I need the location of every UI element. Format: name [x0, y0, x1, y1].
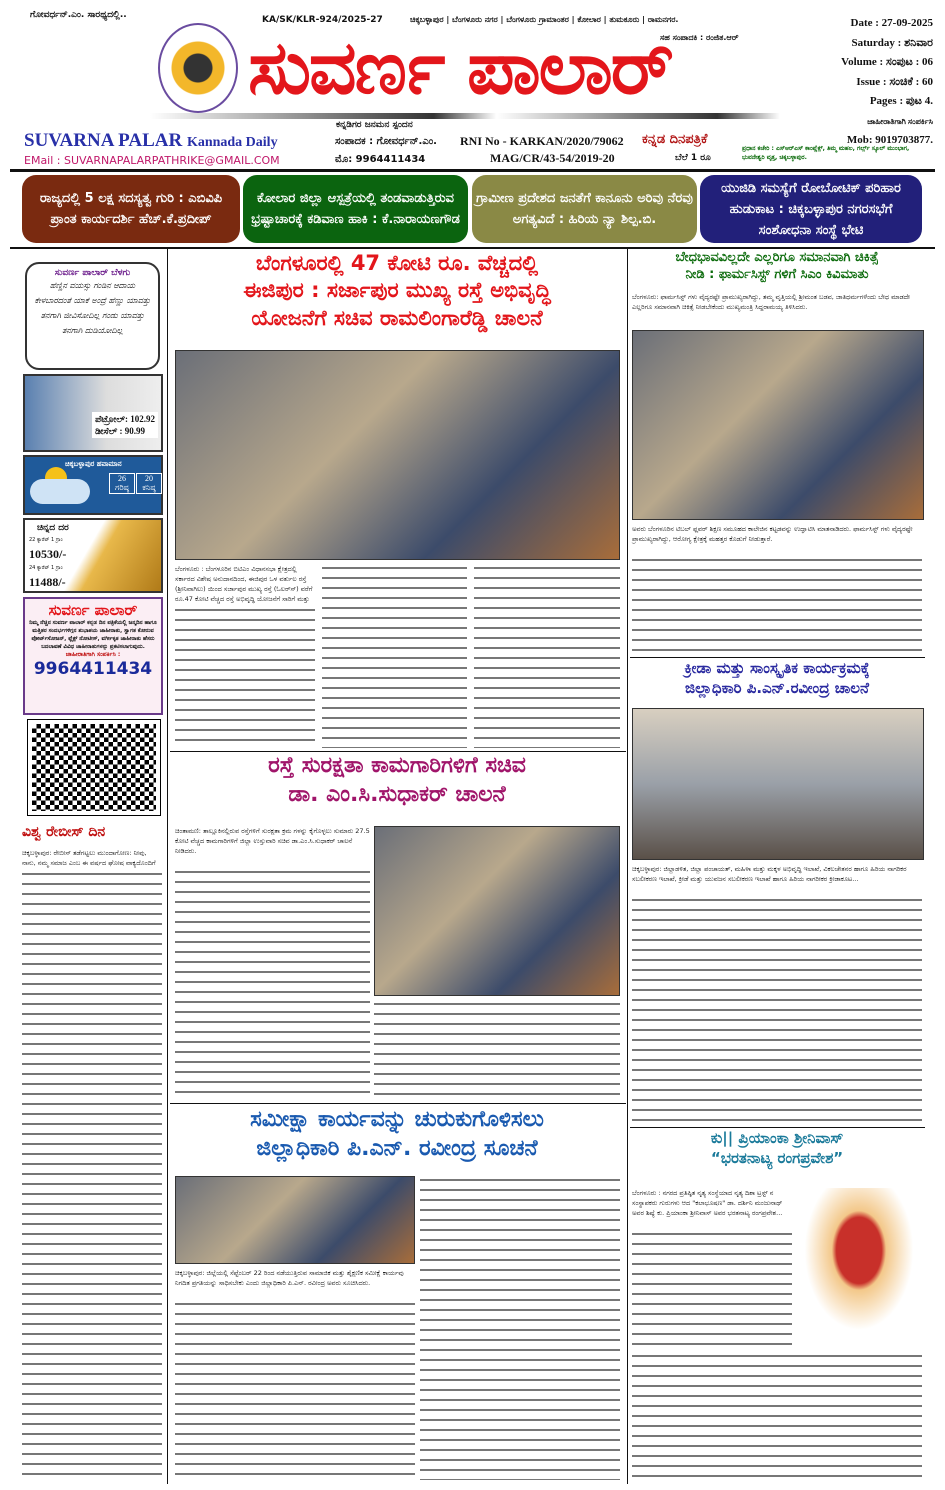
- divider: [630, 657, 925, 658]
- english-name-text: SUVARNA PALAR: [24, 130, 183, 151]
- max-temp: [109, 473, 135, 494]
- headline-line: ರಸ್ತೆ ಸುರಕ್ಷತಾ ಕಾಮಗಾರಿಗಳಿಗೆ ಸಚಿವ: [268, 753, 526, 778]
- title-text: ಸುವರ್ಣ ಪಾಲಾರ್: [248, 24, 672, 111]
- story3-lede: ಚಿಕ್ಕಬಳ್ಳಾಪುರ: ಜಿಲ್ಲೆಯಲ್ಲಿ ಸೆಪ್ಟೆಂಬರ್ 22 ರಿಂದ ನಡೆಯುತ್ತಿರುವ ಸಾಮಾಜಿಕ ಮತ್ತು ಶೈಕ್ಷಣಿಕ ಸಮೀಕ್ಷೆ ಕಾರ್ಯವು ನಿಗದಿತ ಪ್ರಗತಿಯನ್ನು ಸಾಧಿಸಬೇಕು ಎಂದು ಜಿಲ್ಲಾಧಿಕಾರಿ ಪಿ.ಎನ್. ರವೀಂದ್ರ ಅವರು ಸೂಚಿಸಿದರು.: [175, 1269, 404, 1287]
- advertisement-box: [23, 597, 163, 715]
- ads-contact: ಜಾಹೀರಾತಿಗಾಗಿ ಸಂಪರ್ಕಿಸಿ: [867, 116, 933, 126]
- story4-body: [632, 556, 922, 654]
- newspaper-title: [20, 18, 810, 118]
- story2-body: [175, 868, 370, 1098]
- district-list: ಚಿಕ್ಕಬಳ್ಳಾಪುರ | ಬೆಂಗಳೂರು ನಗರ | ಬೆಂಗಳೂರು ಗ್ರಾಮಾಂತರ | ಕೋಲಾರ | ತುಮಕೂರು | ರಾಮನಗರ.: [410, 15, 679, 24]
- mobile: Mob: 9019703877.: [846, 134, 933, 146]
- gold-24-label: 24 ಕ್ಯಾರೆಟ್ 1 ಗ್ರಾಂ: [29, 565, 63, 571]
- story1-photo: [175, 350, 620, 560]
- headline-line: “ಭರತನಾಟ್ಯ ರಂಗಪ್ರವೇಶ”: [710, 1148, 844, 1167]
- story1-headline[interactable]: [172, 250, 622, 332]
- headline-line: ಜಿಲ್ಲಾಧಿಕಾರಿ ಪಿ.ಎನ್. ರವೀಂದ್ರ ಸೂಚನೆ: [256, 1135, 538, 1161]
- story5-headline[interactable]: [632, 659, 922, 698]
- editor: ಸಂಪಾದಕ : ಗೋವರ್ಧನ್.ಎಂ.: [335, 136, 437, 147]
- day: Saturday : ಶನಿವಾರ: [851, 36, 933, 49]
- story3-headline[interactable]: [172, 1106, 622, 1163]
- story6-lede: ಬೆಂಗಳೂರು : ನಗರದ ಪ್ರತಿಷ್ಠಿತ ನೃತ್ಯ ಸಂಸ್ಥೆಯಾದ ನೃತ್ಯ ದಿಶಾ ಟ್ರಸ್ಟ್ ನ ಸಂಸ್ಥಾಪಕರು ಗುರುಗಳು ಆದ "ಕಲಾಭೂಷಣ" ಡಾ. ದರ್ಶಿನಿ ಮಂಜುನಾಥ್ ಅವರ ಶಿಷ್ಯೆ ಕು. ಪ್ರಿಯಾಂಕಾ ಶ್ರೀನಿವಾಸ್ ಅವರ ಭರತನಾಟ್ಯ ರಂಗಪ್ರವೇಶ...: [632, 1189, 783, 1217]
- co-editor: ಸಹ ಸಂಪಾದಕಿ : ರಂಜಿತ.ಆರ್: [660, 33, 739, 42]
- email: EMail : SUVARNAPALARPATHRIKE@GMAIL.COM: [24, 154, 280, 167]
- story3-photo: [175, 1176, 415, 1264]
- rabies-title: ವಿಶ್ವ ರೇಬೀಸ್ ದಿನ: [22, 824, 106, 840]
- rni-number: RNI No - KARKAN/2020/79062: [460, 134, 624, 148]
- divider: [170, 1103, 626, 1104]
- max-temp-value: 26: [118, 474, 126, 483]
- headline-line: ಜಿಲ್ಲಾಧಿಕಾರಿ ಪಿ.ಎನ್.ರವೀಂದ್ರ ಚಾಲನೆ: [685, 678, 869, 697]
- fuel-price-box: [23, 374, 163, 452]
- story1-body: [175, 606, 315, 748]
- teaser-1[interactable]: ರಾಜ್ಯದಲ್ಲಿ 5 ಲಕ್ಷ ಸದಸ್ಯತ್ವ ಗುರಿ : ಎಬಿವಿಪಿ ಪ್ರಾಂತ ಕಾರ್ಯದರ್ಶಿ ಹೆಚ್.ಕೆ.ಪ್ರದೀಪ್: [22, 175, 240, 243]
- ad-title: ಸುವರ್ಣ ಪಾಲಾರ್: [48, 601, 138, 619]
- headline-line: ಡಾ. ಎಂ.ಸಿ.ಸುಧಾಕರ್ ಚಾಲನೆ: [288, 781, 506, 807]
- story1-body: [474, 564, 620, 748]
- story2-body: [374, 1000, 620, 1098]
- headline-line: ಕು|| ಪ್ರಿಯಾಂಕಾ ಶ್ರೀನಿವಾಸ್: [710, 1129, 844, 1147]
- quote-box: [25, 262, 160, 370]
- qr-code[interactable]: [28, 720, 160, 815]
- story5-photo: [632, 708, 924, 860]
- teaser-3[interactable]: ಗ್ರಾಮೀಣ ಪ್ರದೇಶದ ಜನತೆಗೆ ಕಾನೂನು ಅರಿವು ನೆರವು ಅಗತ್ಯವಿದೆ : ಹಿರಿಯ ನ್ಯಾ ಶಿಲ್ಪ.ಬಿ.: [472, 175, 697, 243]
- weather-title: ಚಿಕ್ಕಬಳ್ಳಾಪುರ ಹವಾಮಾನ: [65, 460, 122, 468]
- petrol-price: ಪೆಟ್ರೋಲ್: 102.92: [95, 414, 155, 424]
- headline-line: ಯೋಜನೆಗೆ ಸಚಿವ ರಾಮಲಿಂಗಾರೆಡ್ಡಿ ಚಾಲನೆ: [251, 305, 543, 330]
- mag-number: MAG/CR/43-54/2019-20: [490, 151, 615, 165]
- story5-text: ಚಿಕ್ಕಬಳ್ಳಾಪುರ: ಜಿಲ್ಲಾಡಳಿತ, ಜಿಲ್ಲಾ ಪಂಚಾಯತ್, ಮಹಿಳಾ ಮತ್ತು ಮಕ್ಕಳ ಅಭಿವೃದ್ಧಿ ಇಲಾಖೆ, ವಿಕಲಚೇತನರ ಹಾಗೂ ಹಿರಿಯ ನಾಗರಿಕರ ಸಬಲೀಕರಣ ಇಲಾಖೆ, ಕ್ರೀಡೆ ಮತ್ತು ಯುವಜನ ಸಬಲೀಕರಣ ಇಲಾಖೆ ಹಾಗೂ ಹಿರಿಯ ನಾಗರೀಕರ ಕ್ರೀಡಾಕೂಟ...: [632, 865, 907, 883]
- story2-headline[interactable]: [172, 752, 622, 809]
- story4-text: ಅವರು ಬೆಂಗಳೂರಿನ ಟಿಬಲ್ ಫ್ಲವರ್ ಶಿಕ್ಷಣ ಸಮೂಹದ ಕಾಲೇಜಿನ ಕಟ್ಟಡವನ್ನು ಉದ್ಘಾಟಿಸಿ ಮಾತನಾಡಿದರು. ಫಾರ್ಮಸಿಸ್ಟ್ ಗಳು ವೈದ್ಯರಷ್ಟೇ ಪ್ರಾಮುಖ್ಯರಾಗಿದ್ದು, ಆರೋಗ್ಯ ಕ್ಷೇತ್ರಕ್ಕೆ ಮಹತ್ತರ ಕೊಡುಗೆ ನೀಡುತ್ತಾರೆ.: [632, 525, 913, 543]
- headline-line: ನೀಡಿ : ಫಾರ್ಮಸಿಸ್ಟ್ ಗಳಿಗೆ ಸಿಎಂ ಕಿವಿಮಾತು: [685, 266, 869, 282]
- column-divider: [627, 249, 628, 1484]
- story4-headline[interactable]: [632, 250, 922, 284]
- quote-title: ಸುವರ್ಣ ಪಾಲಾರ್ ಬೆಳಗು: [54, 268, 131, 278]
- divider: [10, 247, 935, 249]
- headline-line: ಈಜಿಪುರ : ಸರ್ಜಾಪುರ ಮುಖ್ಯ ರಸ್ತೆ ಅಭಿವೃದ್ಧಿ: [243, 278, 551, 303]
- story1-lede: ಬೆಂಗಳೂರು : ಬೆಂಗಳೂರಿನ ಬಿಟಿಎಂ ವಿಧಾನಸಭಾ ಕ್ಷೇತ್ರದಲ್ಲಿ ಸರ್ಕಾರದ ವಿಶೇಷ ಅನುದಾನದಿಂದ, ಈಜಿಪುರ ಒಳ ವರ್ತುಲ ರಸ್ತೆ (ಶ್ರೀನಿವಾಗಿಲು) ಯಿಂದ ಸರ್ಜಾಪುರ ಮುಖ್ಯ ರಸ್ತೆ (ಓಲರ್‌ಸ್) ವರೆಗೆ ರೂ.47 ಕೋಟಿ ವೆಚ್ಚದ ರಸ್ತೆ ಅಭಿವೃದ್ಧಿ ಯೋಜನೆಗೆ ಸಾರಿಗೆ ಮತ್ತು: [175, 565, 313, 603]
- min-temp-value: 20: [145, 474, 153, 483]
- gold-rate-box: [23, 518, 163, 593]
- headline-line: ಬೆಂಗಳೂರಲ್ಲಿ 47 ಕೋಟಿ ರೂ. ವೆಚ್ಚದಲ್ಲಿ: [255, 251, 539, 275]
- story4-lede: ಬೆಂಗಳೂರು: ಫಾರ್ಮಸಿಸ್ಟ್ ಗಳು ವೈದ್ಯರಷ್ಟೇ ಪ್ರಾಮುಖ್ಯರಾಗಿದ್ದು, ತಮ್ಮ ವೃತ್ತಿಯಲ್ಲಿ ಶ್ರೀಮಂತ ಬಡವ, ಜಾತಿಧರ್ಮಗಳೆಂದು ಬೇಧ ಮಾಡದೇ ಎಲ್ಲರಿಗೂ ಸಮಾನವಾಗಿ ಚಿಕಿತ್ಸೆ ನೀಡಬೇಕೆಂದು ಮುಖ್ಯಮಂತ್ರಿ ಸಿದ್ದರಾಮಯ್ಯ ತಿಳಿಸಿದರು.: [632, 293, 911, 311]
- story4-photo: [632, 330, 924, 520]
- ad-contact: ಜಾಹೀರಾತಿಗಾಗಿ ಸಂಪರ್ಕಿಸಿ :: [65, 651, 121, 658]
- english-name: [24, 130, 278, 152]
- diesel-price: ಡೀಸೆಲ್ : 90.99: [95, 426, 146, 436]
- gold-22-label: 22 ಕ್ಯಾರೆಟ್ 1 ಗ್ರಾಂ: [29, 537, 63, 543]
- registration-number: KA/SK/KLR-924/2025-27: [262, 15, 383, 25]
- gold-title: ಚಿನ್ನದ ದರ: [37, 523, 69, 533]
- price: ಬೆಲೆ 1 ರೂ: [675, 153, 711, 163]
- ad-text: ನಿಮ್ಮ ನೆಚ್ಚಿನ ಸುವರ್ಣ ಪಾಲಾರ್ ಕನ್ನಡ ದಿನ ಪತ್ರಿಕೆಯಲ್ಲಿ ಜನ್ಮದಿನ ಹಾಗೂ ಮತ್ತಿತರ ಸಂದರ್ಭಗಳಿಗ್ಗನ ಶುಭಾಶಯ ಜಾಹೀರಾತು, ಸ್ವಾಗತ ಕೋರುವ ಪೋರ್ಟ್‌ಸೋಜನ್, ಫ್ಲೆಕ್ಸ್ ನೋಟೀಸ್, ವರ್ಗೀಕೃತ ಜಾಹೀರಾತು ಹೆಸರು ಬದಲಾವಣೆ ವಿವಿಧ ಜಾಹೀರಾತುಗಳನ್ನು ಪ್ರಕಟಿಸಲಾಗುವುದು.: [29, 620, 157, 650]
- story1-body: [322, 564, 467, 748]
- rabies-body-text: [22, 870, 162, 1480]
- divider: [10, 169, 935, 172]
- story2-lede: ಚಿಂತಾಮಣಿ: ತಾಲ್ಲೂಕಿನಲ್ಲಿರುವ ರಸ್ತೆಗಳಿಗೆ ಸುರಕ್ಷತಾ ಕ್ರಮ ಗಳನ್ನು ಕೈಗೊಳ್ಳಲು ಸುಮಾರು 27.5 ಕೋಟಿ ವೆಚ್ಚದ ಕಾಮಗಾರಿಗಳಿಗೆ ಜಿಲ್ಲಾ ಉಸ್ತುವಾರಿ ಸಚಿವ ಡಾ.ಎಂ.ಸಿ.ಸುಧಾಕರ್ ಚಾಲನೆ ನೀಡಿದರು.: [175, 827, 370, 855]
- dancer-photo: [795, 1188, 923, 1344]
- ad-phone: 9964411434: [33, 659, 153, 679]
- fuel-prices: [92, 412, 158, 438]
- story6-body: [632, 1352, 922, 1480]
- tagline-bar: [150, 113, 780, 119]
- gold-24-rate: 11488/-: [29, 575, 66, 589]
- story2-photo: [374, 826, 620, 996]
- rabies-text: ಚಿಕ್ಕಬಳ್ಳಾಪುರ: ರೇಬೀಸ್ ತಡೆಗಟ್ಟಲು ಮುಂದಾಗೋಣ: ನೀವು, ನಾನು, ನಮ್ಮ ಸಮಾಜ ಎಂಬ ಈ ವರ್ಷದ ಘೋಷ ವಾಕ್ಯದೊಂದಿಗೆ: [22, 849, 156, 867]
- newspaper-logo: [158, 23, 238, 113]
- headline-line: ಸಮೀಕ್ಷಾ ಕಾರ್ಯವನ್ನು ಚುರುಕುಗೊಳಿಸಲು: [250, 1107, 544, 1132]
- teaser-4[interactable]: ಯುಜಿಡಿ ಸಮಸ್ಯೆಗೆ ರೋಬೋಟಿಕ್ ಪರಿಹಾರ ಹುಡುಕಾಟ : ಚಿಕ್ಕಬಳ್ಳಾಪುರ ನಗರಸಭೆಗೆ ಸಂಶೋಧನಾ ಸಂಸ್ಥೆ ಭೇಟಿ: [700, 175, 922, 243]
- story5-body: [632, 896, 922, 1122]
- pages: Pages : ಪುಟ 4.: [869, 95, 933, 107]
- weather-box: [23, 455, 163, 515]
- quote-text: ಹೆಣ್ಣಿನ ವಯಸ್ಸು ಗಂಡಿನ ಆದಾಯ ಕೇಳಬಾರದಂತೆ ಯಾಕೆ ಅಂದ್ರೆ ಹೆಣ್ಣು ಯಾವತ್ತು ತನಗಾಗಿ ಜೀವಿಸೋದಿಲ್ಲ ಗಂಡು ಯಾವತ್ತು ತನಗಾಗಿ ದುಡಿಯೋದಿಲ್ಲ: [34, 281, 151, 335]
- office-address: ಪ್ರಧಾನ ಕಚೇರಿ : ಎಸ್‌ಆರ್‌ಎಸ್ ಕಾಂಪ್ಲೆಕ್ಸ್, ತಿಮ್ಮ ಮಹಲ, ಗರ್ಲ್ಸ್ ಸ್ಕೂಲ್ ಮುಂಭಾಗ, ಭುವನೇಶ್ವರಿ ವೃತ್ತ, ಚಿಕ್ಕಬಳ್ಳಾಪುರ.: [742, 145, 910, 161]
- gold-22-rate: 10530/-: [29, 547, 67, 561]
- cloud-icon: [30, 479, 90, 504]
- date: Date : 27-09-2025: [850, 17, 933, 29]
- column-divider: [167, 249, 168, 1484]
- story6-body: [632, 1230, 792, 1350]
- min-temp-label: ಕನಿಷ್ಠ: [142, 483, 156, 492]
- min-temp: [136, 473, 162, 494]
- volume: Volume : ಸಂಪುಟ : 06: [841, 56, 933, 68]
- english-subtitle: Kannada Daily: [186, 135, 278, 150]
- phone: ಮೊ: 9964411434: [335, 154, 426, 165]
- issue-info: [808, 14, 933, 151]
- teaser-2[interactable]: ಕೋಲಾರ ಜಿಲ್ಲಾ ಆಸ್ಪತ್ರೆಯಲ್ಲಿ ತಂಡವಾಡುತ್ತಿರುವ ಭ್ರಷ್ಟಾಚಾರಕ್ಕೆ ಕಡಿವಾಣ ಹಾಕಿ : ಕೆ.ನಾರಾಯಣಗೌಡ: [243, 175, 468, 243]
- headline-line: ಬೇಧಭಾವವಿಲ್ಲದೇ ಎಲ್ಲರಿಗೂ ಸಮಾನವಾಗಿ ಚಿಕಿತ್ಸೆ: [675, 250, 879, 265]
- story6-headline[interactable]: [632, 1129, 922, 1168]
- headline-line: ಕ್ರೀಡಾ ಮತ್ತು ಸಾಂಸ್ಕೃತಿಕ ಕಾರ್ಯಕ್ರಮಕ್ಕೆ: [684, 659, 870, 677]
- story3-body: [175, 1300, 415, 1480]
- issue: Issue : ಸಂಚಿಕೆ : 60: [856, 75, 933, 88]
- founder-line: ಗೋವರ್ಧನ್.ಎಂ. ಸಾರಥ್ಯದಲ್ಲಿ..: [30, 10, 127, 20]
- divider: [630, 1127, 925, 1128]
- max-temp-label: ಗರಿಷ್ಠ: [115, 483, 129, 492]
- tagline: ಕನ್ನಡಿಗರ ಜನಮನ ಸ್ಪಂದನ: [330, 120, 419, 130]
- daily-label: ಕನ್ನಡ ದಿನಪತ್ರಿಕೆ: [642, 132, 708, 147]
- story3-body: [420, 1176, 620, 1480]
